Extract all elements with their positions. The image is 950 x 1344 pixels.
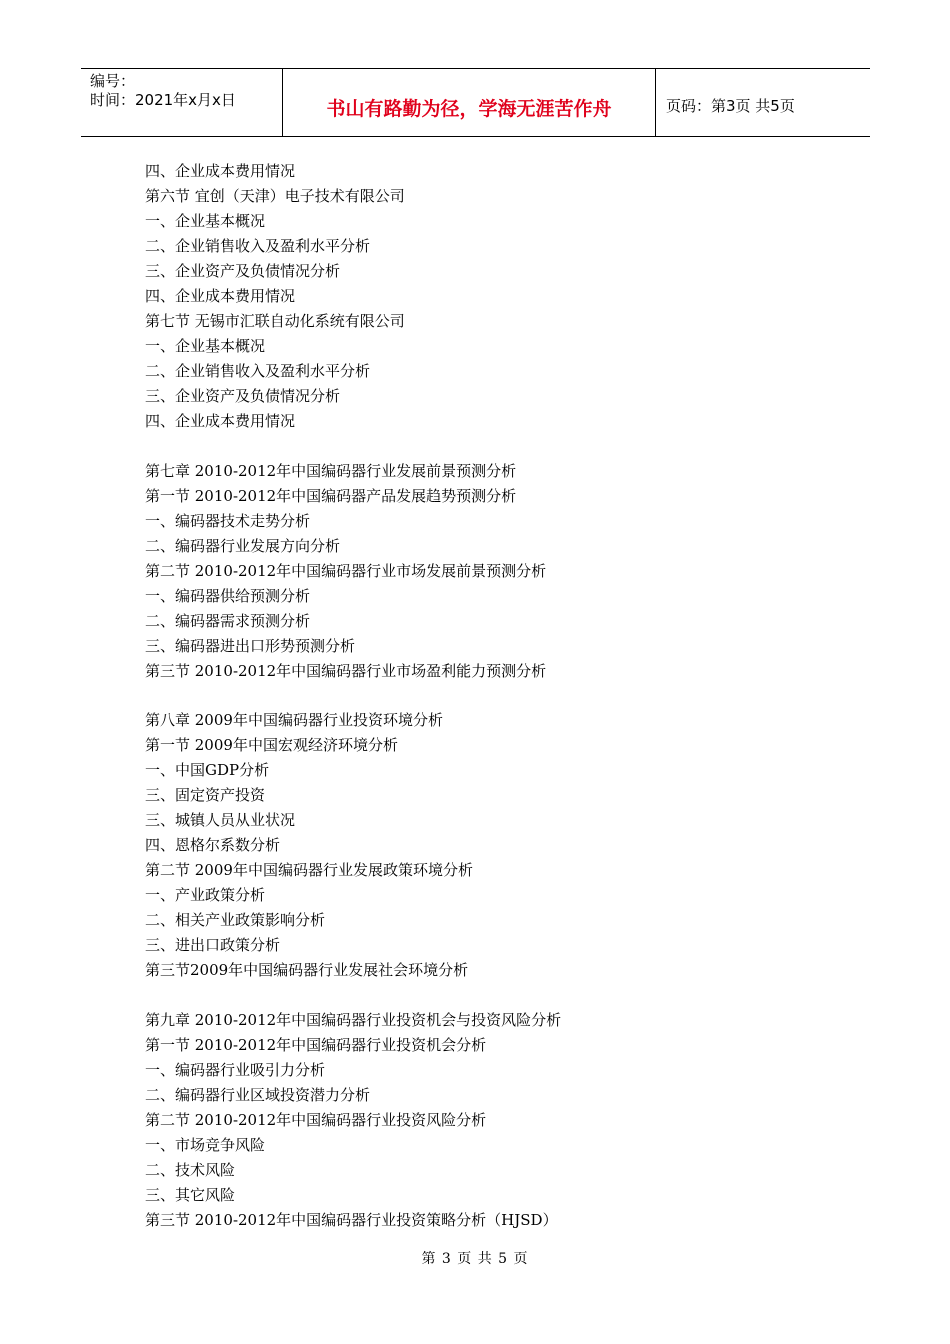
toc-entry: 一、编码器技术走势分析 — [145, 511, 311, 530]
toc-entry: 一、编码器行业吸引力分析 — [145, 1060, 326, 1079]
toc-entry: 第三节 2010-2012年中国编码器行业投资策略分析（HJSD） — [145, 1210, 558, 1229]
toc-entry: 三、企业资产及负债情况分析 — [145, 262, 341, 280]
toc-entry: 三、其它风险 — [145, 1185, 236, 1204]
toc-entry: 一、市场竞争风险 — [145, 1135, 266, 1154]
toc-entry: 一、中国GDP分析 — [145, 761, 270, 779]
toc-entry: 三、进出口政策分析 — [145, 936, 281, 954]
toc-entry: 第三节2009年中国编码器行业发展社会环境分析 — [145, 961, 469, 979]
toc-entry: 一、企业基本概况 — [145, 337, 266, 355]
document-header — [81, 68, 870, 137]
toc-entry: 四、企业成本费用情况 — [145, 412, 296, 430]
header-motto-cell — [282, 69, 656, 136]
document-number-label: 编号： — [90, 72, 136, 90]
toc-entry: 第一节 2010-2012年中国编码器行业投资机会分析 — [145, 1035, 487, 1054]
toc-entry: 第八章 2009年中国编码器行业投资环境分析 — [145, 711, 443, 729]
toc-entry: 第一节 2009年中国宏观经济环境分析 — [145, 736, 398, 754]
header-page-number: 页码：第3页 共5页 — [666, 97, 795, 115]
toc-entry: 二、相关产业政策影响分析 — [145, 911, 326, 929]
toc-entry: 二、企业销售收入及盈利水平分析 — [145, 362, 371, 380]
toc-entry: 三、城镇人员从业状况 — [145, 811, 296, 829]
toc-entry: 二、技术风险 — [145, 1160, 236, 1179]
header-motto: 书山有路勤为径，学海无涯苦作舟 — [326, 98, 612, 120]
toc-entry: 一、企业基本概况 — [145, 212, 266, 230]
toc-entry: 第二节 2010-2012年中国编码器行业市场发展前景预测分析 — [145, 561, 547, 580]
toc-entry: 四、恩格尔系数分析 — [145, 836, 281, 854]
toc-entry: 四、企业成本费用情况 — [145, 162, 296, 180]
section-spacer — [145, 983, 845, 1008]
section-spacer — [145, 434, 845, 459]
toc-entry: 第二节 2009年中国编码器行业发展政策环境分析 — [145, 861, 473, 879]
toc-entry: 第一节 2010-2012年中国编码器产品发展趋势预测分析 — [145, 486, 517, 505]
toc-entry: 二、企业销售收入及盈利水平分析 — [145, 237, 371, 255]
toc-entry: 第七章 2010-2012年中国编码器行业发展前景预测分析 — [145, 461, 517, 480]
toc-entry: 二、编码器行业区域投资潜力分析 — [145, 1085, 371, 1104]
document-date-label: 时间：2021年x月x日 — [90, 91, 236, 109]
toc-entry: 第二节 2010-2012年中国编码器行业投资风险分析 — [145, 1110, 487, 1129]
toc-entry: 三、固定资产投资 — [145, 786, 266, 804]
toc-entry: 第七节 无锡市汇联自动化系统有限公司 — [145, 312, 405, 330]
toc-entry: 三、编码器进出口形势预测分析 — [145, 636, 356, 655]
toc-entry: 一、产业政策分析 — [145, 886, 266, 904]
toc-entry: 第三节 2010-2012年中国编码器行业市场盈利能力预测分析 — [145, 661, 547, 680]
toc-entry: 二、编码器需求预测分析 — [145, 611, 311, 630]
header-meta-cell — [81, 69, 281, 136]
table-of-contents — [145, 159, 845, 1233]
toc-entry: 二、编码器行业发展方向分析 — [145, 536, 341, 555]
page-footer: 第 3 页 共 5 页 — [421, 1251, 529, 1267]
toc-entry: 四、企业成本费用情况 — [145, 287, 296, 305]
toc-entry: 一、编码器供给预测分析 — [145, 586, 311, 605]
header-page-cell — [656, 69, 870, 136]
toc-entry: 三、企业资产及负债情况分析 — [145, 387, 341, 405]
section-spacer — [145, 684, 845, 709]
toc-entry: 第九章 2010-2012年中国编码器行业投资机会与投资风险分析 — [145, 1010, 562, 1029]
toc-entry: 第六节 宜创（天津）电子技术有限公司 — [145, 187, 405, 205]
